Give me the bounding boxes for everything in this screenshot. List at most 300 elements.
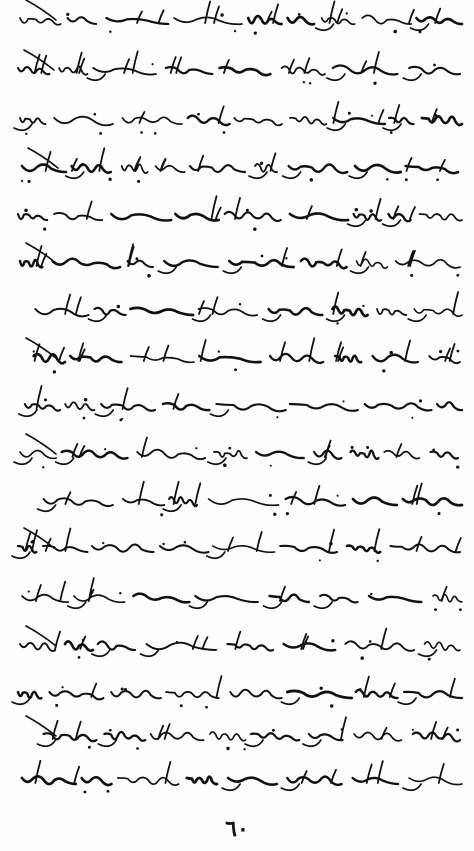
ink-dot (405, 178, 408, 181)
ink-dot (366, 446, 369, 449)
ink-stroke (216, 208, 221, 219)
ink-stroke (38, 740, 56, 746)
ink-stroke (450, 344, 455, 361)
ink-dot (342, 400, 344, 402)
ink-dot (393, 30, 397, 34)
ink-stroke (345, 641, 414, 650)
ink-stroke (396, 260, 460, 268)
ink-stroke (355, 165, 401, 173)
ink-dot (272, 729, 275, 732)
ink-stroke (104, 732, 145, 741)
ink-stroke (442, 587, 447, 601)
ink-dot (459, 608, 462, 611)
ink-stroke (409, 67, 460, 74)
ink-dot (205, 706, 208, 709)
ink-stroke (383, 220, 401, 226)
ink-stroke (14, 124, 32, 130)
ink-stroke (20, 118, 46, 124)
ink-dot (82, 639, 85, 642)
ink-dot (28, 180, 31, 183)
ink-stroke (257, 532, 262, 551)
ink-stroke (304, 58, 309, 73)
ink-dot (285, 257, 287, 259)
ink-stroke (87, 74, 105, 80)
ink-dot (319, 559, 321, 561)
ink-dot (61, 686, 63, 688)
ink-dot (457, 350, 460, 353)
ink-stroke (131, 308, 194, 315)
ink-stroke (54, 213, 102, 220)
ink-stroke (207, 552, 225, 558)
ink-stroke (235, 198, 240, 219)
ink-stroke (54, 117, 113, 126)
ink-dot (25, 133, 27, 135)
ink-dot (456, 274, 459, 277)
ink-dot (140, 131, 143, 134)
text-line (12, 676, 462, 708)
ink-stroke (281, 698, 299, 704)
text-line (22, 578, 462, 611)
ink-stroke (139, 482, 144, 504)
ink-dot (121, 687, 124, 690)
ink-stroke (141, 650, 159, 656)
ink-stroke (307, 206, 312, 219)
ink-stroke (214, 451, 247, 459)
ink-dot (117, 305, 121, 309)
ink-dot (373, 82, 376, 85)
ink-stroke (369, 596, 421, 602)
ink-stroke (160, 545, 209, 552)
ink-stroke (222, 784, 240, 790)
ink-stroke (333, 307, 368, 317)
ink-dot (147, 274, 151, 278)
ink-dot (84, 398, 88, 402)
ink-stroke (123, 388, 128, 409)
ink-dot (261, 255, 264, 258)
ink-stroke (417, 17, 463, 24)
ink-stroke (92, 545, 154, 552)
ink-dot (412, 729, 414, 731)
ink-dot (124, 688, 127, 691)
ink-dot (355, 208, 358, 211)
ink-stroke (20, 260, 42, 268)
ink-dot (243, 748, 245, 750)
ink-dot (418, 30, 421, 33)
ink-stroke (199, 308, 258, 316)
marginal-stroke (26, 716, 56, 736)
ink-stroke (195, 596, 258, 602)
ink-dot (90, 590, 93, 593)
ink-stroke (98, 740, 116, 746)
ink-stroke (225, 212, 281, 221)
ink-dot (32, 540, 35, 543)
ink-dot (234, 30, 236, 32)
ink-stroke (163, 505, 181, 511)
ink-dot (99, 132, 102, 135)
ink-stroke (123, 499, 164, 505)
ink-stroke (171, 57, 176, 73)
ink-stroke (403, 784, 421, 790)
ink-stroke (348, 220, 366, 226)
ink-stroke (411, 24, 429, 30)
ink-stroke (270, 354, 323, 363)
ink-stroke (217, 676, 222, 697)
ink-stroke (18, 214, 47, 220)
ink-dot (369, 209, 372, 212)
ink-stroke (49, 691, 103, 699)
ink-dot (286, 512, 289, 515)
ink-stroke (199, 356, 260, 362)
ink-stroke (327, 74, 345, 80)
text-line (38, 482, 462, 517)
ink-dot (260, 162, 263, 165)
ink-dot (43, 228, 46, 231)
ink-dot (253, 228, 256, 231)
ink-dot (176, 641, 178, 643)
ink-dot (104, 448, 106, 450)
ink-dot (93, 113, 96, 116)
ink-stroke (376, 199, 381, 219)
ink-stroke (251, 733, 299, 740)
ink-dot (346, 12, 348, 14)
ink-stroke (327, 315, 345, 321)
ink-dot (320, 687, 323, 690)
ink-dot (298, 13, 301, 16)
text-line (26, 716, 460, 750)
ink-dot (223, 131, 226, 134)
ink-stroke (159, 10, 164, 23)
ink-dot (136, 747, 139, 750)
ink-stroke (398, 698, 416, 704)
ink-stroke (56, 458, 74, 464)
ink-dot (218, 350, 220, 352)
ink-stroke (248, 16, 281, 24)
ink-stroke (406, 166, 458, 173)
ink-stroke (208, 458, 226, 464)
ink-dot (362, 305, 364, 307)
ink-dot (42, 466, 44, 468)
ink-dot (456, 465, 459, 468)
ink-stroke (123, 117, 183, 124)
ink-dot (119, 592, 121, 594)
ink-stroke (137, 11, 142, 23)
ink-stroke (20, 451, 56, 459)
ink-stroke (431, 722, 436, 739)
ink-dot (254, 32, 257, 35)
ink-stroke (419, 650, 437, 656)
ink-stroke (14, 458, 32, 464)
ink-dot (109, 30, 111, 32)
ink-stroke (435, 9, 440, 23)
ink-dot (160, 513, 163, 516)
ink-stroke (425, 642, 461, 651)
ink-stroke (202, 637, 207, 649)
ink-stroke (36, 585, 41, 601)
text-line (18, 196, 462, 231)
ink-stroke (271, 153, 276, 171)
ink-dot (436, 178, 439, 181)
ink-stroke (147, 643, 217, 650)
ink-dot (239, 303, 241, 305)
ink-stroke (329, 530, 334, 551)
ink-stroke (403, 74, 421, 80)
ink-dot (433, 64, 436, 67)
ink-dot (303, 81, 305, 83)
text-line (14, 102, 462, 135)
ink-stroke (389, 118, 414, 124)
ink-stroke (76, 297, 81, 314)
ink-dot (83, 417, 86, 420)
ink-dot (44, 398, 47, 401)
ink-stroke (216, 404, 285, 411)
ink-stroke (269, 308, 323, 315)
ink-stroke (193, 315, 211, 321)
ink-stroke (74, 595, 125, 602)
ink-dot (432, 449, 435, 452)
ink-stroke (289, 60, 294, 73)
ink-stroke (230, 690, 281, 699)
ink-dot (348, 112, 351, 115)
ink-stroke (263, 315, 281, 321)
ink-stroke (431, 452, 459, 459)
ink-stroke (212, 196, 217, 219)
ink-stroke (255, 164, 277, 172)
ink-dot (226, 747, 229, 750)
ink-dot (270, 465, 272, 467)
ink-stroke (249, 172, 267, 178)
ink-stroke (163, 346, 168, 361)
ink-dot (370, 593, 372, 595)
ink-dot (88, 746, 91, 749)
ink-stroke (137, 450, 205, 459)
ink-stroke (66, 172, 84, 178)
ink-stroke (59, 66, 87, 74)
ink-stroke (20, 643, 55, 651)
ink-stroke (284, 643, 335, 650)
ink-stroke (349, 172, 367, 178)
ink-stroke (82, 777, 112, 785)
ink-dot (53, 370, 56, 373)
ink-stroke (22, 165, 66, 173)
ink-stroke (44, 498, 113, 506)
ink-dot (337, 495, 339, 497)
ink-stroke (65, 641, 93, 650)
text-line (22, 761, 462, 793)
ink-stroke (264, 602, 282, 608)
ink-stroke (219, 106, 224, 123)
ink-stroke (89, 315, 107, 321)
ink-stroke (166, 692, 219, 698)
ink-stroke (210, 410, 228, 416)
ink-dot (135, 257, 138, 260)
ink-stroke (209, 499, 279, 505)
ink-dot (180, 704, 183, 707)
ink-stroke (379, 110, 384, 123)
ink-stroke (227, 644, 273, 651)
ink-dot (389, 351, 392, 354)
ink-dot (276, 416, 278, 418)
ink-dot (410, 274, 413, 277)
ink-stroke (163, 403, 210, 410)
ink-dot (154, 132, 157, 135)
ink-stroke (309, 734, 343, 740)
ink-dot (428, 658, 431, 661)
ink-stroke (111, 214, 171, 220)
ink-dot (434, 608, 437, 611)
ink-dot (121, 418, 123, 420)
ink-dot (330, 704, 333, 707)
ink-dot (390, 131, 393, 134)
ink-stroke (283, 172, 301, 178)
ink-stroke (419, 214, 462, 221)
ink-stroke (422, 116, 462, 125)
ink-stroke (35, 761, 40, 783)
ink-dot (109, 729, 112, 732)
ink-dot (21, 180, 23, 182)
ink-stroke (270, 595, 309, 602)
ink-stroke (142, 438, 147, 457)
ink-stroke (91, 684, 96, 697)
ink-stroke (101, 404, 155, 411)
text-line (20, 0, 462, 35)
ink-stroke (189, 602, 207, 608)
ink-stroke (131, 356, 195, 362)
ink-dot (162, 543, 164, 545)
ink-stroke (68, 602, 86, 608)
ink-stroke (245, 740, 263, 746)
ink-stroke (98, 641, 135, 650)
ink-stroke (72, 165, 111, 173)
ink-dot (66, 13, 69, 16)
ink-dot (369, 640, 372, 643)
text-line (19, 386, 462, 421)
ink-stroke (303, 740, 321, 746)
ink-stroke (280, 342, 285, 361)
ink-stroke (414, 309, 462, 316)
text-line (14, 434, 459, 469)
ink-dot (341, 728, 343, 730)
ink-dot (273, 513, 276, 516)
ink-dot (137, 180, 140, 183)
ink-dot (28, 591, 30, 593)
ink-dot (386, 178, 389, 181)
ink-stroke (408, 315, 426, 321)
ink-stroke (373, 355, 418, 363)
text-line (18, 50, 460, 85)
ink-stroke (12, 698, 30, 704)
ink-stroke (158, 267, 176, 273)
ink-stroke (308, 458, 326, 464)
ink-stroke (327, 124, 345, 130)
ink-stroke (410, 207, 415, 219)
ink-dot (82, 163, 84, 165)
ink-stroke (341, 717, 346, 739)
ink-stroke (413, 732, 460, 741)
ink-stroke (353, 498, 397, 505)
ink-stroke (213, 546, 275, 552)
ink-dot (84, 791, 87, 794)
ink-dot (331, 639, 334, 642)
ink-stroke (314, 602, 332, 608)
ink-stroke (128, 261, 154, 267)
ink-stroke (164, 260, 218, 267)
ink-stroke (280, 546, 337, 553)
ink-dot (439, 350, 442, 353)
text-line (21, 148, 458, 183)
ink-stroke (38, 505, 56, 511)
ink-stroke (456, 538, 461, 551)
text-line (20, 626, 460, 661)
ink-dot (107, 790, 110, 793)
ink-stroke (333, 66, 398, 75)
ink-stroke (287, 691, 351, 698)
ink-stroke (282, 248, 287, 266)
ink-dot (310, 178, 313, 181)
ink-stroke (450, 679, 455, 697)
ink-stroke (95, 410, 113, 416)
ink-stroke (437, 402, 462, 410)
ink-stroke (290, 404, 358, 411)
ink-stroke (165, 724, 170, 739)
text-line (12, 528, 461, 562)
ink-stroke (256, 452, 304, 458)
ink-dot (376, 560, 378, 562)
ink-stroke (65, 402, 94, 410)
ink-dot (55, 704, 58, 707)
ink-stroke (95, 308, 126, 315)
ink-stroke (25, 404, 60, 411)
ink-stroke (52, 259, 120, 268)
ink-stroke (18, 67, 49, 74)
ink-stroke (111, 691, 161, 699)
ink-stroke (351, 451, 379, 459)
ink-stroke (124, 59, 129, 73)
ink-stroke (377, 309, 407, 315)
ink-stroke (407, 158, 412, 171)
ink-dot (228, 447, 231, 450)
ink-dot (184, 541, 187, 544)
ink-dot (108, 178, 111, 181)
ink-stroke (92, 650, 110, 656)
ink-stroke (289, 164, 348, 173)
ink-stroke (133, 594, 189, 603)
ink-stroke (62, 451, 128, 459)
ink-dot (371, 115, 373, 117)
ink-dot (329, 542, 333, 546)
marginal-stroke (26, 0, 56, 20)
ink-dot (78, 656, 81, 659)
ink-stroke (35, 309, 88, 317)
ink-stroke (228, 778, 277, 785)
ink-stroke (220, 67, 271, 75)
ink-stroke (409, 10, 414, 23)
ink-dot (246, 209, 249, 212)
ink-dot (305, 641, 307, 643)
ink-stroke (353, 778, 399, 784)
ink-stroke (205, 2, 210, 24)
ink-dot (419, 399, 422, 402)
ink-dot (33, 350, 35, 352)
ink-stroke (118, 778, 179, 786)
ink-stroke (390, 684, 395, 698)
ink-stroke (390, 544, 460, 552)
ink-stroke (195, 483, 200, 504)
ink-stroke (44, 733, 97, 741)
ink-stroke (174, 17, 242, 24)
ink-stroke (35, 344, 40, 361)
ink-dot (309, 82, 311, 84)
ink-stroke (59, 348, 64, 361)
